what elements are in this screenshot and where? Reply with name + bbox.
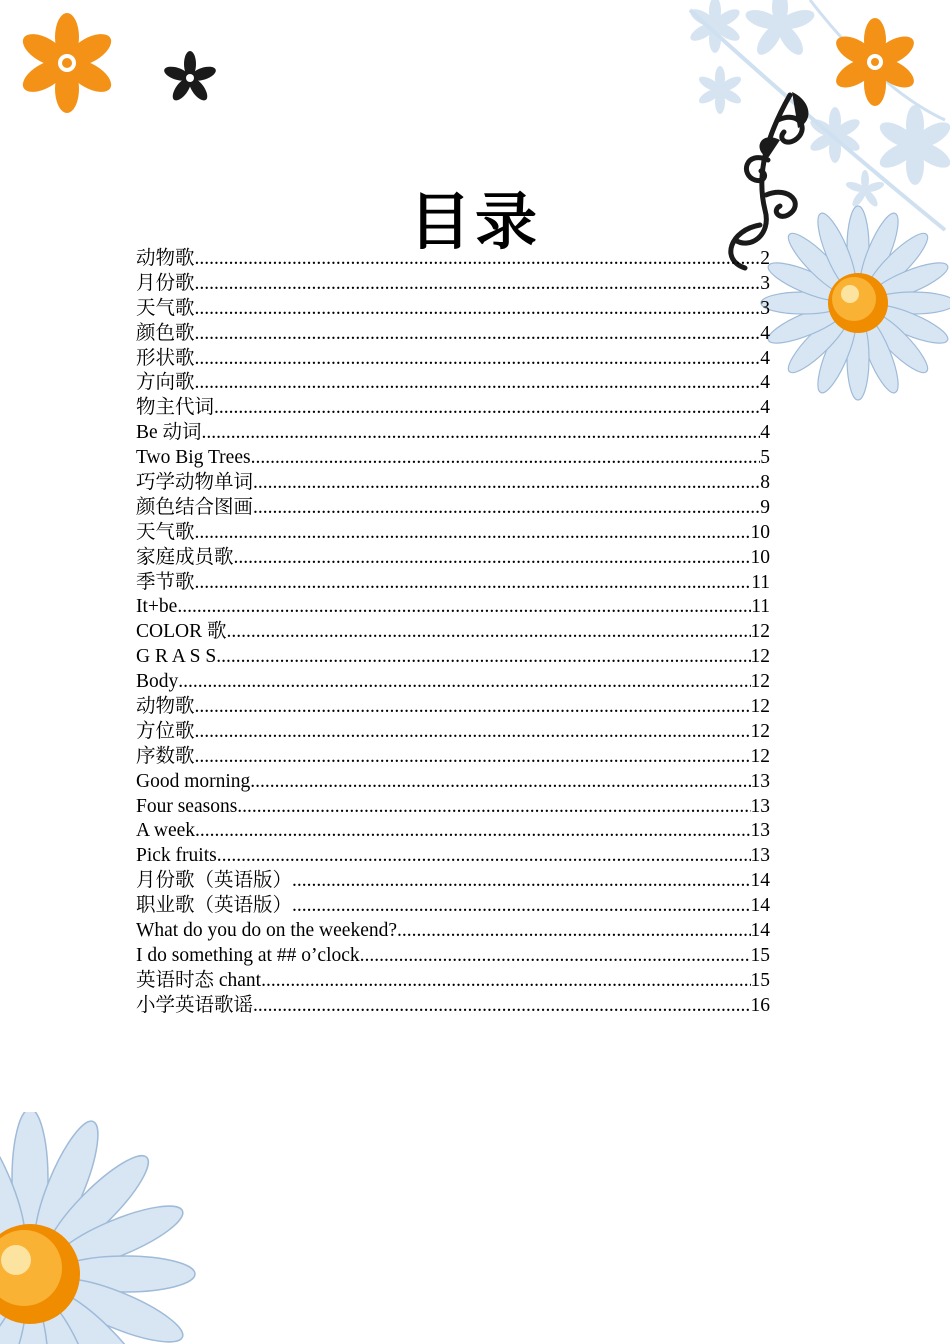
toc-page-number: 13 — [750, 795, 770, 817]
toc-entry-label: Body — [136, 671, 179, 693]
toc-dot-leader — [195, 272, 761, 297]
toc-page-number: 4 — [760, 347, 770, 369]
toc-dot-leader — [292, 894, 750, 919]
toc-entry-label: It+be — [136, 596, 178, 618]
toc-page-number: 16 — [750, 994, 770, 1016]
toc-dot-leader — [237, 795, 750, 820]
toc-dot-leader — [195, 720, 751, 745]
toc-entry-label: 动物歌 — [136, 696, 195, 718]
toc-entry[interactable] — [136, 546, 770, 571]
daisy-corner-ornament — [0, 1112, 200, 1344]
toc-page-number: 13 — [750, 845, 770, 867]
toc-entry-label: 颜色歌 — [136, 322, 195, 344]
toc-entry[interactable] — [136, 496, 770, 521]
toc-entry[interactable] — [136, 969, 770, 994]
toc-dot-leader — [195, 819, 750, 844]
toc-entry[interactable] — [136, 446, 770, 471]
toc-dot-leader — [177, 595, 751, 620]
toc-entry[interactable] — [136, 944, 770, 969]
toc-entry-label: 动物歌 — [136, 248, 195, 269]
toc-entry[interactable] — [136, 471, 770, 496]
toc-entry[interactable] — [136, 396, 770, 421]
toc-entry[interactable] — [136, 247, 770, 272]
toc-page-number: 10 — [750, 546, 770, 568]
toc-entry[interactable] — [136, 844, 770, 869]
toc-entry-label: 英语时态 chant — [136, 969, 262, 991]
toc-dot-leader — [195, 322, 761, 347]
toc-page-number: 12 — [750, 720, 770, 742]
toc-dot-leader — [397, 919, 750, 944]
toc-entry-label: 物主代词 — [136, 397, 215, 419]
toc-entry[interactable] — [136, 919, 770, 944]
toc-entry-label: 方位歌 — [136, 720, 195, 742]
toc-entry-label: 天气歌 — [136, 521, 195, 543]
toc-dot-leader — [261, 969, 750, 994]
toc-dot-leader — [292, 869, 750, 894]
toc-page-number: 14 — [750, 870, 770, 892]
toc-dot-leader — [217, 844, 751, 869]
toc-entry[interactable] — [136, 421, 770, 446]
toc-page-number: 4 — [760, 397, 770, 419]
toc-entry-label: 序数歌 — [136, 745, 195, 767]
table-of-contents — [136, 247, 770, 1019]
toc-dot-leader — [195, 347, 761, 372]
toc-page-number: 3 — [760, 297, 770, 319]
black-flower-icon — [160, 48, 220, 108]
toc-page-number: 11 — [751, 571, 770, 593]
toc-entry-label: 职业歌（英语版） — [136, 895, 293, 917]
orange-flower-icon — [12, 8, 122, 118]
toc-entry[interactable] — [136, 571, 770, 596]
toc-entry[interactable] — [136, 819, 770, 844]
toc-entry[interactable] — [136, 770, 770, 795]
toc-dot-leader — [195, 521, 751, 546]
toc-page-number: 12 — [750, 646, 770, 668]
toc-page-number: 8 — [760, 472, 770, 494]
toc-entry-label: 天气歌 — [136, 297, 195, 319]
toc-entry-label: 巧学动物单词 — [136, 472, 254, 494]
toc-page-number: 4 — [760, 372, 770, 394]
toc-page-number: 9 — [760, 496, 770, 518]
toc-page-number: 12 — [750, 671, 770, 693]
toc-entry[interactable] — [136, 371, 770, 396]
toc-entry[interactable] — [136, 994, 770, 1019]
toc-dot-leader — [253, 496, 760, 521]
toc-entry[interactable] — [136, 795, 770, 820]
toc-page-number: 2 — [760, 248, 770, 269]
toc-entry-label: 月份歌（英语版） — [136, 870, 293, 892]
toc-dot-leader — [360, 944, 751, 969]
toc-dot-leader — [195, 745, 751, 770]
toc-dot-leader — [195, 247, 761, 272]
toc-page-number: 4 — [760, 322, 770, 344]
toc-dot-leader — [250, 770, 750, 795]
toc-dot-leader — [202, 421, 761, 446]
toc-entry-label: I do something at ## o’clock — [136, 944, 360, 966]
toc-entry-label: Two Big Trees — [136, 447, 251, 469]
toc-entry[interactable] — [136, 695, 770, 720]
toc-page-number: 14 — [750, 895, 770, 917]
toc-entry-label: What do you do on the weekend? — [136, 920, 398, 942]
toc-page-number: 12 — [750, 745, 770, 767]
toc-entry[interactable] — [136, 894, 770, 919]
toc-entry-label: 月份歌 — [136, 272, 195, 294]
toc-dot-leader — [195, 695, 751, 720]
toc-entry-label: 家庭成员歌 — [136, 546, 234, 568]
toc-entry-label: 小学英语歌谣 — [136, 994, 254, 1016]
toc-dot-leader — [195, 371, 761, 396]
toc-dot-leader — [214, 396, 760, 421]
toc-entry[interactable] — [136, 670, 770, 695]
toc-entry-label: Be 动词 — [136, 422, 202, 444]
toc-entry-label: Pick fruits — [136, 845, 217, 867]
toc-page-number: 12 — [750, 696, 770, 718]
toc-entry[interactable] — [136, 620, 770, 645]
toc-dot-leader — [226, 620, 750, 645]
toc-dot-leader — [234, 546, 751, 571]
toc-entry[interactable] — [136, 595, 770, 620]
toc-dot-leader — [251, 446, 761, 471]
toc-entry-label: 季节歌 — [136, 571, 195, 593]
toc-entry-label: COLOR 歌 — [136, 621, 227, 643]
toc-page-number: 5 — [760, 447, 770, 469]
toc-page-number: 3 — [760, 272, 770, 294]
toc-dot-leader — [195, 297, 761, 322]
toc-entry[interactable] — [136, 745, 770, 770]
toc-dot-leader — [253, 471, 760, 496]
toc-entry-label: 方向歌 — [136, 372, 195, 394]
toc-page-number: 12 — [750, 621, 770, 643]
page-title: 目录 — [408, 185, 541, 258]
toc-entry-label: G R A S S — [136, 646, 217, 668]
toc-entry[interactable] — [136, 347, 770, 372]
toc-page-number: 10 — [750, 521, 770, 543]
toc-page-number: 13 — [750, 770, 770, 792]
toc-dot-leader — [195, 571, 752, 596]
toc-entry[interactable] — [136, 272, 770, 297]
toc-entry-label: Four seasons — [136, 795, 238, 817]
toc-entry-label: Good morning — [136, 770, 251, 792]
toc-page-number: 15 — [750, 969, 770, 991]
toc-page-number: 4 — [760, 422, 770, 444]
toc-entry-label: 颜色结合图画 — [136, 496, 254, 518]
toc-entry-label: A week — [136, 820, 196, 842]
toc-entry[interactable] — [136, 322, 770, 347]
toc-entry[interactable] — [136, 645, 770, 670]
toc-page-number: 14 — [750, 920, 770, 942]
toc-entry[interactable] — [136, 521, 770, 546]
toc-dot-leader — [253, 994, 750, 1019]
toc-entry[interactable] — [136, 297, 770, 322]
toc-dot-leader — [216, 645, 750, 670]
toc-entry[interactable] — [136, 869, 770, 894]
toc-page-number: 11 — [751, 596, 770, 618]
toc-page-number: 15 — [750, 944, 770, 966]
toc-page-number: 13 — [750, 820, 770, 842]
toc-entry[interactable] — [136, 720, 770, 745]
toc-dot-leader — [178, 670, 750, 695]
toc-entry-label: 形状歌 — [136, 347, 195, 369]
